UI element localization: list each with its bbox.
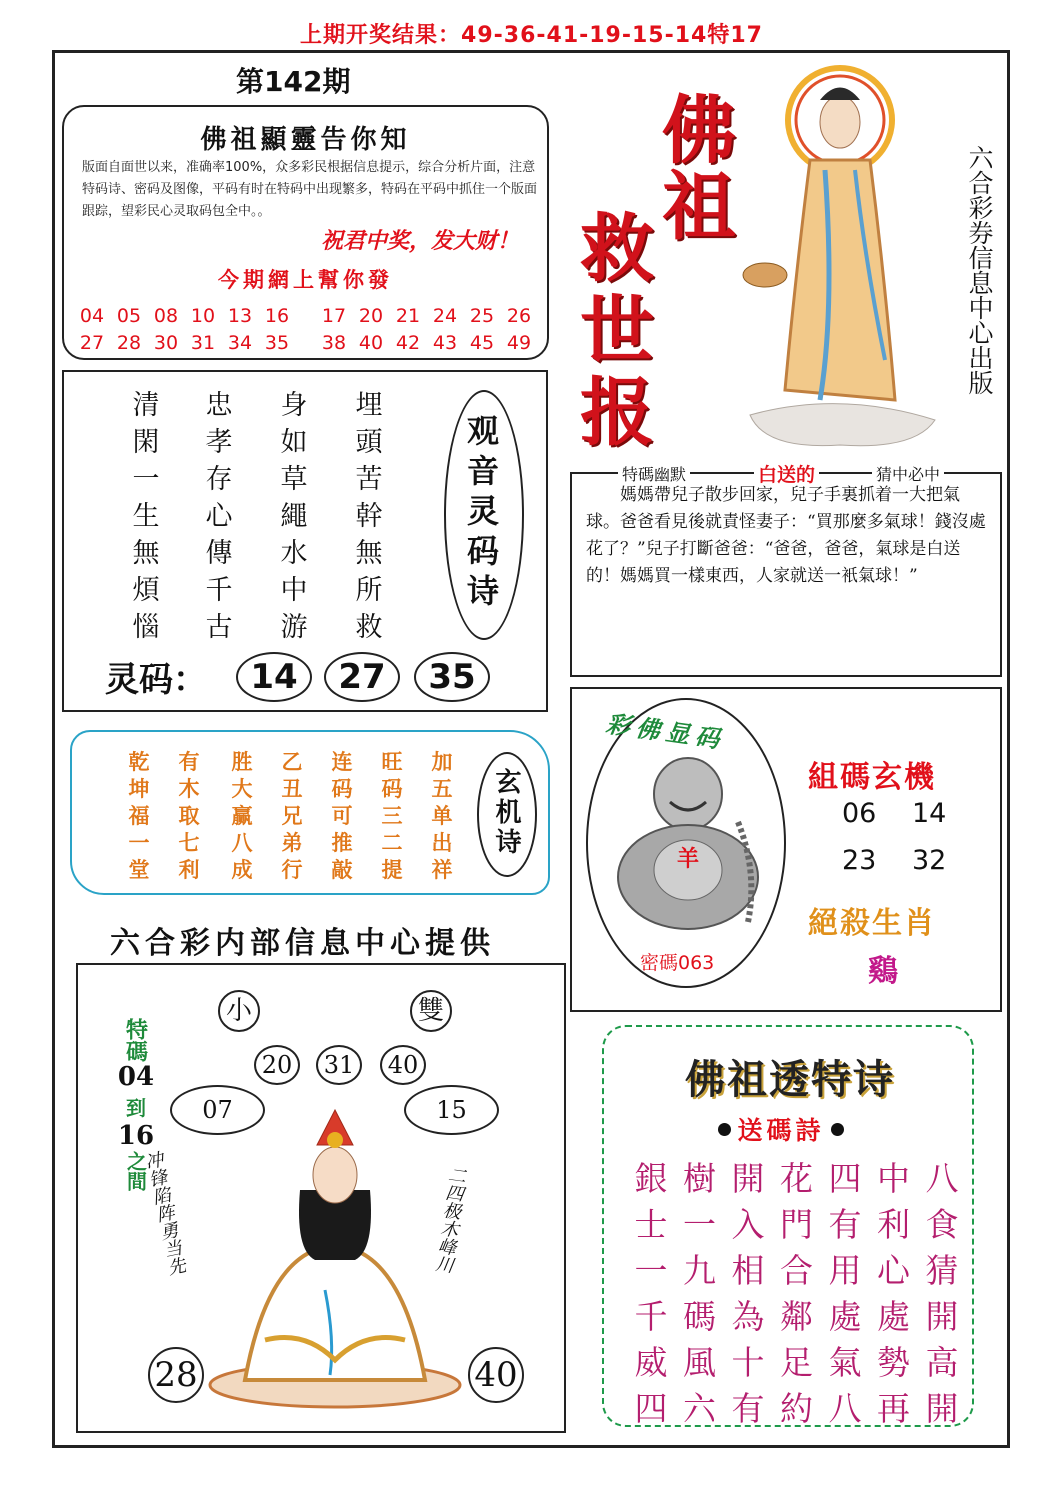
poem-grid-char: 幹 bbox=[355, 501, 383, 532]
poem-grid-char: 水 bbox=[280, 538, 308, 569]
publisher: 六合彩券信息中心出版 bbox=[965, 145, 994, 395]
label-small-circle: 小 bbox=[218, 990, 260, 1032]
joke-head-right: 猜中必中 bbox=[872, 462, 944, 485]
xuanji-side-title: 玄机诗 bbox=[491, 768, 521, 858]
special-poem-char: 處 bbox=[877, 1297, 910, 1336]
kill-zodiac-title: 絕殺生肖 bbox=[808, 906, 936, 941]
poem-side-title: 观音灵码诗 bbox=[462, 414, 500, 614]
joke-head-mid: 白送的 bbox=[754, 460, 819, 487]
special-poem-char: 開 bbox=[925, 1297, 959, 1336]
provider-text: 六合彩内部信息中心提供 bbox=[110, 926, 495, 961]
number-cell: 25 bbox=[469, 305, 495, 327]
bullet-right-icon bbox=[831, 1123, 844, 1136]
number-cell: 40 bbox=[358, 332, 384, 354]
xuanji-char: 三 bbox=[381, 803, 403, 828]
joke-box bbox=[570, 464, 1002, 677]
number-cell: 43 bbox=[432, 332, 458, 354]
number-cell: 45 bbox=[469, 332, 495, 354]
poem-grid-char: 如 bbox=[280, 427, 308, 458]
special-poem-char: 千 bbox=[634, 1297, 668, 1336]
combo-num: 23 bbox=[842, 845, 877, 876]
range-end-label: 之間 bbox=[123, 1151, 148, 1191]
poem-grid-char: 身 bbox=[280, 390, 308, 421]
special-poem-char: 碼 bbox=[683, 1297, 716, 1336]
poem-grid-char: 心 bbox=[205, 501, 233, 532]
title-char: 世 bbox=[580, 288, 654, 374]
special-poem-char: 中 bbox=[877, 1159, 910, 1198]
number-cell: 35 bbox=[264, 332, 290, 354]
title-char: 报 bbox=[580, 370, 654, 456]
special-poem-subtitle-wrap bbox=[696, 1111, 866, 1147]
xuanji-char: 有 bbox=[178, 749, 200, 774]
special-poem-char: 心 bbox=[877, 1251, 910, 1290]
xuanji-char: 木 bbox=[178, 776, 200, 801]
buddha-figure bbox=[735, 60, 950, 455]
poem-grid-char: 游 bbox=[280, 612, 308, 643]
xuanji-char: 祥 bbox=[431, 857, 453, 882]
bullet-left-icon bbox=[718, 1123, 731, 1136]
special-poem-char: 約 bbox=[780, 1389, 813, 1428]
number-cell: 34 bbox=[227, 332, 253, 354]
left-poem: 冲锋陷阵勇当先 bbox=[140, 1149, 188, 1278]
number-circle: 31 bbox=[316, 1045, 362, 1085]
title-char: 佛 bbox=[662, 88, 736, 174]
special-poem-char: 相 bbox=[731, 1251, 765, 1290]
number-cell: 21 bbox=[395, 305, 421, 327]
xuanji-char: 兄 bbox=[281, 803, 303, 828]
poem-grid-char: 生 bbox=[132, 501, 160, 532]
poem-grid-char: 清 bbox=[132, 390, 160, 421]
number-circle: 20 bbox=[254, 1045, 300, 1085]
special-poem-char: 猜 bbox=[925, 1251, 959, 1290]
number-cell: 26 bbox=[506, 305, 532, 327]
xuanji-char: 加 bbox=[431, 749, 453, 774]
xuanji-char: 七 bbox=[178, 830, 200, 855]
poem-grid-char: 惱 bbox=[132, 612, 160, 643]
special-poem-char: 四 bbox=[828, 1159, 862, 1198]
special-poem-char: 一 bbox=[683, 1205, 716, 1244]
number-cell: 30 bbox=[153, 332, 179, 354]
xuanji-char: 单 bbox=[431, 803, 453, 828]
code-circle: 35 bbox=[414, 652, 490, 702]
xuanji-char: 推 bbox=[331, 830, 353, 855]
notice-subtitle: 今期網上幫你發 bbox=[218, 267, 393, 292]
combo-num: 32 bbox=[912, 845, 947, 876]
combo-num: 06 bbox=[842, 798, 877, 829]
number-cell: 04 bbox=[79, 305, 105, 327]
poem-grid-char: 無 bbox=[132, 538, 160, 569]
special-poem-char: 風 bbox=[683, 1343, 716, 1382]
code-label: 灵码： bbox=[105, 660, 207, 700]
special-poem-char: 食 bbox=[925, 1205, 959, 1244]
title-char: 救 bbox=[580, 206, 654, 292]
xuanji-char: 乙 bbox=[281, 749, 303, 774]
special-poem-char: 樹 bbox=[683, 1159, 716, 1198]
special-poem-char: 四 bbox=[634, 1389, 668, 1428]
special-poem-subtitle: 送碼詩 bbox=[737, 1116, 825, 1145]
number-cell: 17 bbox=[321, 305, 347, 327]
number-cell: 38 bbox=[321, 332, 347, 354]
special-poem-char: 處 bbox=[828, 1297, 862, 1336]
poem-side-oval bbox=[444, 390, 524, 640]
poem-grid-char: 苦 bbox=[355, 464, 383, 495]
number-cell: 05 bbox=[116, 305, 142, 327]
number-cell: 08 bbox=[153, 305, 179, 327]
special-poem-char: 六 bbox=[683, 1389, 716, 1428]
special-poem-char: 花 bbox=[780, 1159, 813, 1198]
special-poem-char: 一 bbox=[634, 1251, 668, 1290]
xuanji-char: 可 bbox=[331, 803, 353, 828]
xuanji-char: 堂 bbox=[128, 857, 150, 882]
right-poem: 二四极木峰川 bbox=[431, 1164, 468, 1275]
number-cell: 16 bbox=[264, 305, 290, 327]
buddha-title: 彩佛显码 bbox=[604, 708, 728, 755]
xuanji-char: 弟 bbox=[281, 830, 303, 855]
special-poem-char: 八 bbox=[828, 1389, 862, 1428]
special-poem-char: 門 bbox=[780, 1205, 813, 1244]
poem-grid-char: 閑 bbox=[132, 427, 160, 458]
issue-number: 第142期 bbox=[236, 65, 351, 98]
number-cell: 20 bbox=[358, 305, 384, 327]
xuanji-char: 大 bbox=[231, 776, 253, 801]
special-poem-char: 有 bbox=[731, 1389, 765, 1428]
poem-grid-char: 頭 bbox=[355, 427, 383, 458]
poem-grid-char: 無 bbox=[355, 538, 383, 569]
kill-zodiac-value: 鷄 bbox=[868, 954, 898, 989]
poem-grid-char: 埋 bbox=[355, 390, 383, 421]
special-poem-char: 合 bbox=[780, 1251, 813, 1290]
xuanji-char: 乾 bbox=[128, 749, 150, 774]
special-poem-char: 高 bbox=[925, 1343, 959, 1382]
special-poem-title: 佛祖透特诗 bbox=[685, 1056, 895, 1103]
combo-title: 組碼玄機 bbox=[808, 760, 936, 795]
notice-box bbox=[62, 105, 549, 360]
xuanji-char: 赢 bbox=[231, 803, 253, 828]
number-cell: 31 bbox=[190, 332, 216, 354]
special-poem-char: 氣 bbox=[828, 1343, 862, 1382]
special-poem-char: 入 bbox=[731, 1205, 765, 1244]
joke-text: 媽媽帶兒子散步回家，兒子手裏抓着一大把氣球。爸爸看見後就責怪妻子：“買那麼多氣球！錢沒處花了？”兒子打斷爸爸：“爸爸，爸爸，氣球是白送的！媽媽買一樣東西，人家就送一衹氣球！” bbox=[586, 485, 986, 586]
xuanji-side-oval bbox=[477, 752, 537, 877]
right-oval-number: 15 bbox=[404, 1085, 499, 1135]
notice-body: 版面自面世以来，准确率100%，众多彩民根据信息提示，综合分析片面，注意特码诗、密码及图像，平码有时在特码中出现繁多，特码在平码中抓住一个版面跟踪，望彩民心灵取码包全中。。 bbox=[82, 160, 538, 219]
xuanji-char: 提 bbox=[381, 857, 403, 882]
code-circle: 27 bbox=[324, 652, 400, 702]
poem-grid-char: 千 bbox=[205, 575, 233, 606]
xuanji-char: 一 bbox=[128, 830, 150, 855]
special-poem-char: 開 bbox=[925, 1389, 959, 1428]
special-poem-char: 利 bbox=[877, 1205, 910, 1244]
poem-grid-char: 中 bbox=[280, 575, 308, 606]
poem-grid-char: 所 bbox=[355, 575, 383, 606]
range-mid: 到 bbox=[126, 1096, 146, 1120]
number-cell: 27 bbox=[79, 332, 105, 354]
special-poem-char: 勢 bbox=[877, 1343, 910, 1382]
poem-grid-char: 存 bbox=[205, 464, 233, 495]
range-end: 16 bbox=[117, 1121, 155, 1151]
special-poem-char: 有 bbox=[828, 1205, 862, 1244]
xuanji-char: 敲 bbox=[331, 857, 353, 882]
number-cell: 10 bbox=[190, 305, 216, 327]
xuanji-char: 成 bbox=[231, 857, 253, 882]
special-poem-char: 鄰 bbox=[780, 1297, 813, 1336]
xuanji-char: 出 bbox=[431, 830, 453, 855]
poem-grid-char: 繩 bbox=[280, 501, 308, 532]
special-poem-char: 八 bbox=[925, 1159, 959, 1198]
center-zodiac: 羊 bbox=[677, 846, 700, 872]
xuanji-char: 八 bbox=[231, 830, 253, 855]
special-poem-char: 威 bbox=[634, 1343, 668, 1382]
special-poem-char: 十 bbox=[731, 1343, 765, 1382]
special-poem-char: 九 bbox=[683, 1251, 716, 1290]
xuanji-char: 坤 bbox=[128, 776, 150, 801]
combo-num: 14 bbox=[912, 798, 947, 829]
special-poem-char: 用 bbox=[828, 1251, 862, 1290]
poem-grid-char: 傳 bbox=[205, 538, 233, 569]
numbers-row-1 bbox=[64, 305, 547, 329]
xuanji-char: 利 bbox=[178, 857, 200, 882]
number-circle: 40 bbox=[380, 1045, 426, 1085]
notice-title: 佛祖顯靈告你知 bbox=[200, 125, 411, 155]
poem-grid-char: 救 bbox=[355, 612, 383, 643]
special-label-top: 特碼 bbox=[122, 1018, 149, 1062]
last-result-banner: 上期开奖结果：49-36-41-19-15-14特17 bbox=[300, 23, 763, 48]
code-circle: 14 bbox=[236, 652, 312, 702]
xuanji-char: 丑 bbox=[281, 776, 303, 801]
numbers-row-2 bbox=[64, 332, 547, 356]
xuanji-char: 连 bbox=[331, 749, 353, 774]
xuanji-char: 行 bbox=[281, 857, 303, 882]
special-poem-char: 銀 bbox=[634, 1159, 668, 1198]
poem-grid-char: 忠 bbox=[205, 390, 233, 421]
poem-grid-char: 煩 bbox=[132, 575, 160, 606]
range-start: 04 bbox=[117, 1062, 155, 1092]
xuanji-char: 取 bbox=[178, 803, 200, 828]
number-cell: 28 bbox=[116, 332, 142, 354]
label-even-circle: 雙 bbox=[410, 990, 452, 1032]
xuanji-char: 胜 bbox=[231, 749, 253, 774]
number-cell: 42 bbox=[395, 332, 421, 354]
xuanji-char: 码 bbox=[381, 776, 403, 801]
left-oval-number: 07 bbox=[170, 1085, 265, 1135]
number-cell: 49 bbox=[506, 332, 532, 354]
guanyin-figure bbox=[205, 1100, 465, 1410]
poem-grid-char: 一 bbox=[132, 464, 160, 495]
xuanji-char: 五 bbox=[431, 776, 453, 801]
title-char: 祖 bbox=[662, 164, 736, 250]
special-poem-char: 開 bbox=[731, 1159, 765, 1198]
xuanji-char: 码 bbox=[331, 776, 353, 801]
secret-code: 密碼063 bbox=[640, 952, 715, 974]
xuanji-char: 二 bbox=[381, 830, 403, 855]
special-poem-char: 為 bbox=[731, 1297, 765, 1336]
bottom-right-number: 40 bbox=[468, 1347, 524, 1403]
poem-grid-char: 古 bbox=[205, 612, 233, 643]
xuanji-char: 福 bbox=[128, 803, 150, 828]
xuanji-char: 旺 bbox=[381, 749, 403, 774]
poem-grid-char: 草 bbox=[280, 464, 308, 495]
special-poem-char: 再 bbox=[877, 1389, 910, 1428]
notice-wish: 祝君中奖，发大财！ bbox=[320, 228, 519, 254]
joke-head-left: 特碼幽默 bbox=[618, 462, 690, 485]
special-poem-char: 足 bbox=[780, 1343, 813, 1382]
bottom-left-number: 28 bbox=[148, 1347, 204, 1403]
special-poem-char: 士 bbox=[634, 1205, 668, 1244]
poem-grid-char: 孝 bbox=[205, 427, 233, 458]
number-cell: 24 bbox=[432, 305, 458, 327]
number-cell: 13 bbox=[227, 305, 253, 327]
